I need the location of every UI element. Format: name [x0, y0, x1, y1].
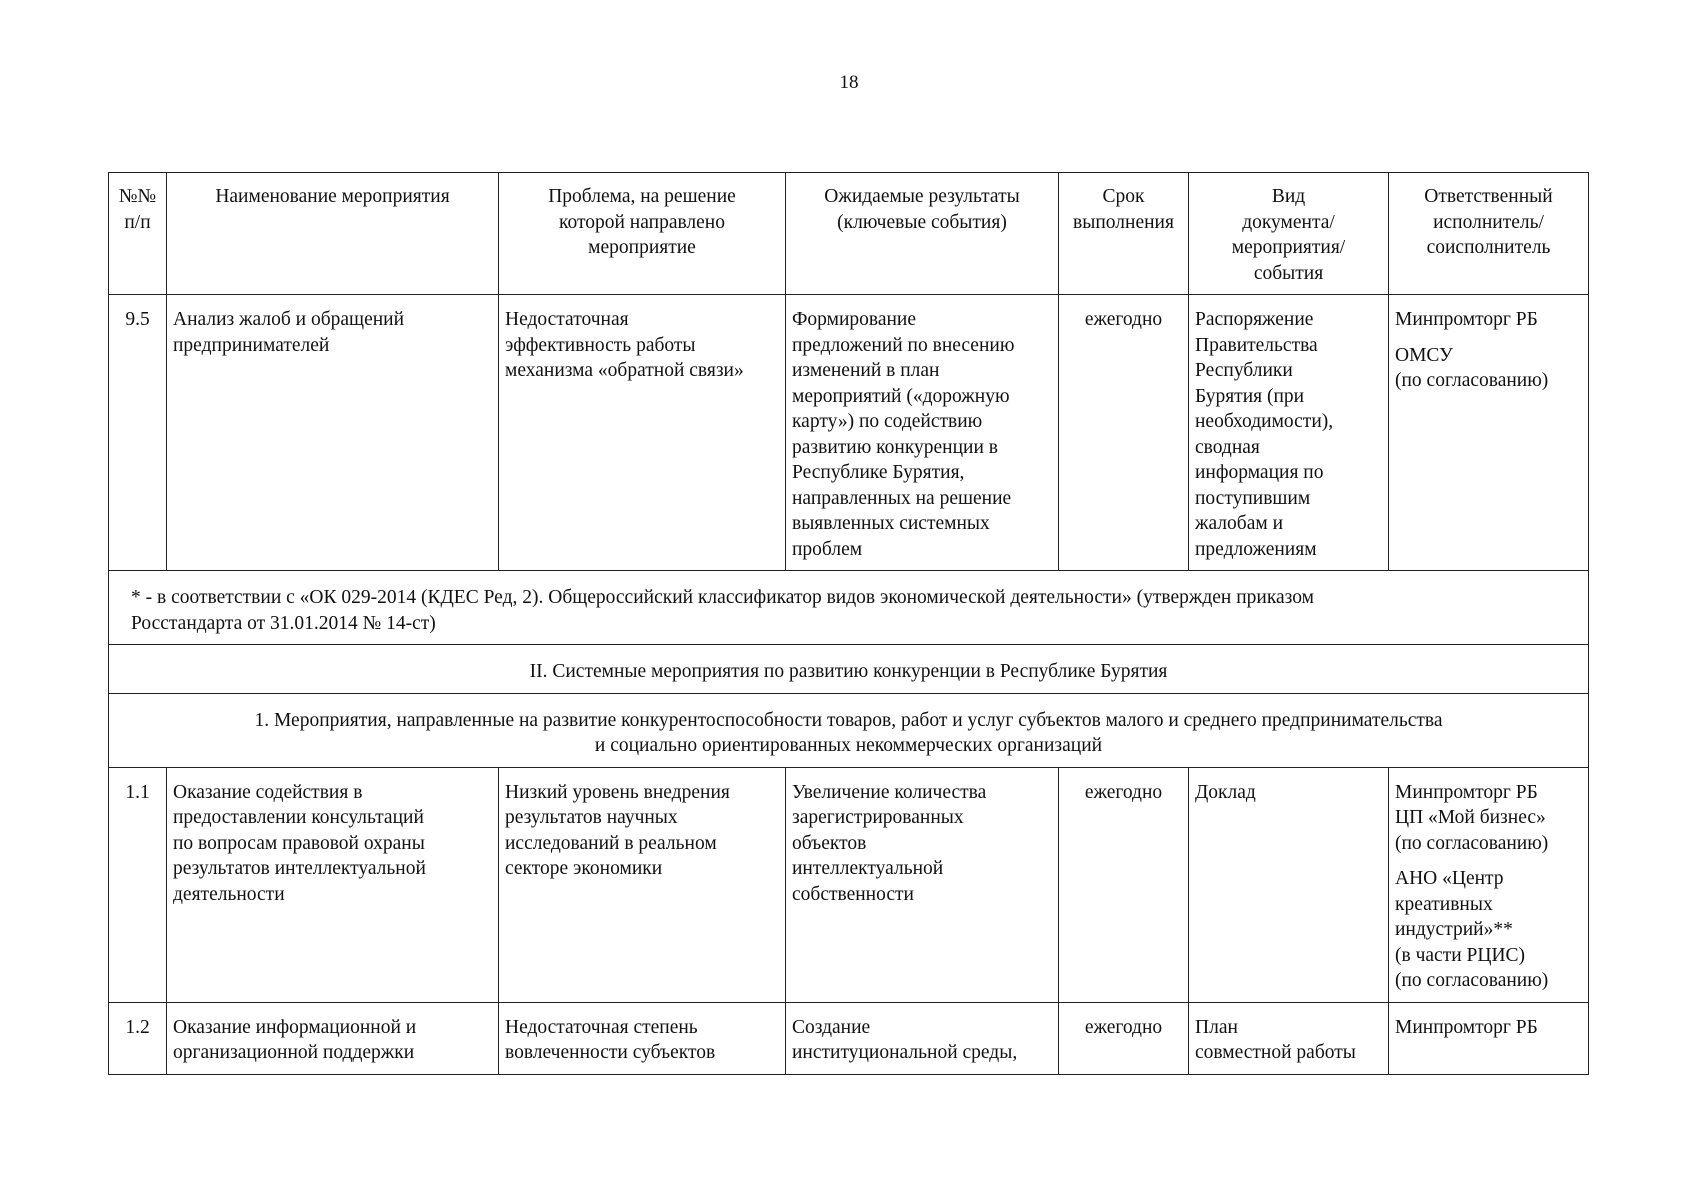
- header-num: №№ п/п: [109, 173, 167, 295]
- row-problem: Недостаточная степень вовлеченности субъектов: [499, 1002, 786, 1074]
- table-row-9-5: [109, 295, 1589, 571]
- row-problem: Низкий уровень внедрения результатов научных исследований в реальном секторе экономики: [499, 767, 786, 1002]
- row-results: Увеличение количества зарегистрированных объектов интеллектуальной собственности: [786, 767, 1059, 1002]
- row-name: Оказание информационной и организационной поддержки: [167, 1002, 499, 1074]
- row-problem: Недостаточная эффективность работы механизма «обратной связи»: [499, 295, 786, 571]
- table-row-1-2: [109, 1002, 1589, 1074]
- row-results: Создание институциональной среды,: [786, 1002, 1059, 1074]
- table-header-row: [109, 173, 1589, 295]
- section-row: [109, 645, 1589, 694]
- row-name: Оказание содействия в предоставлении консультаций по вопросам правовой охраны результатов интеллектуальной деятельности: [167, 767, 499, 1002]
- row-num: 1.2: [109, 1002, 167, 1074]
- header-responsible: Ответственный исполнитель/ соисполнитель: [1389, 173, 1589, 295]
- row-responsible: Минпромторг РБ: [1389, 1002, 1589, 1074]
- header-results: Ожидаемые результаты (ключевые события): [786, 173, 1059, 295]
- subsection-title: 1. Мероприятия, направленные на развитие конкурентоспособности товаров, работ и услуг субъектов малого и среднего предпринимательства и социально ориентированных некоммерческих организаций: [109, 693, 1589, 767]
- row-responsible: Минпромторг РБ ОМСУ (по согласованию): [1389, 295, 1589, 571]
- header-term: Срок выполнения: [1059, 173, 1189, 295]
- row-doc: План совместной работы: [1189, 1002, 1389, 1074]
- row-term: ежегодно: [1059, 295, 1189, 571]
- row-term: ежегодно: [1059, 767, 1189, 1002]
- page-number: 18: [839, 72, 859, 93]
- row-responsible: Минпромторг РБ ЦП «Мой бизнес» (по согласованию) АНО «Центр креативных индустрий»** (в части РЦИС) (по согласованию): [1389, 767, 1589, 1002]
- footnote: * - в соответствии с «ОК 029-2014 (КДЕС Ред, 2). Общероссийский классификатор видов экономической деятельности» (утвержден приказом Росстандарта от 31.01.2014 № 14-ст): [109, 571, 1589, 645]
- row-num: 1.1: [109, 767, 167, 1002]
- header-problem: Проблема, на решение которой направлено мероприятие: [499, 173, 786, 295]
- row-doc: Распоряжение Правительства Республики Бурятия (при необходимости), сводная информация по поступившим жалобам и предложениям: [1189, 295, 1389, 571]
- table-row-1-1: [109, 767, 1589, 1002]
- measures-table: [108, 172, 1589, 1075]
- row-num: 9.5: [109, 295, 167, 571]
- header-doc: Вид документа/ мероприятия/ события: [1189, 173, 1389, 295]
- header-name: Наименование мероприятия: [167, 173, 499, 295]
- row-term: ежегодно: [1059, 1002, 1189, 1074]
- row-results: Формирование предложений по внесению изменений в план мероприятий («дорожную карту») по содействию развитию конкуренции в Республике Бурятия, направленных на решение выявленных системных проблем: [786, 295, 1059, 571]
- subsection-row: [109, 693, 1589, 767]
- footnote-row: [109, 571, 1589, 645]
- section-title: II. Системные мероприятия по развитию конкуренции в Республике Бурятия: [109, 645, 1589, 694]
- row-doc: Доклад: [1189, 767, 1389, 1002]
- row-name: Анализ жалоб и обращений предпринимателей: [167, 295, 499, 571]
